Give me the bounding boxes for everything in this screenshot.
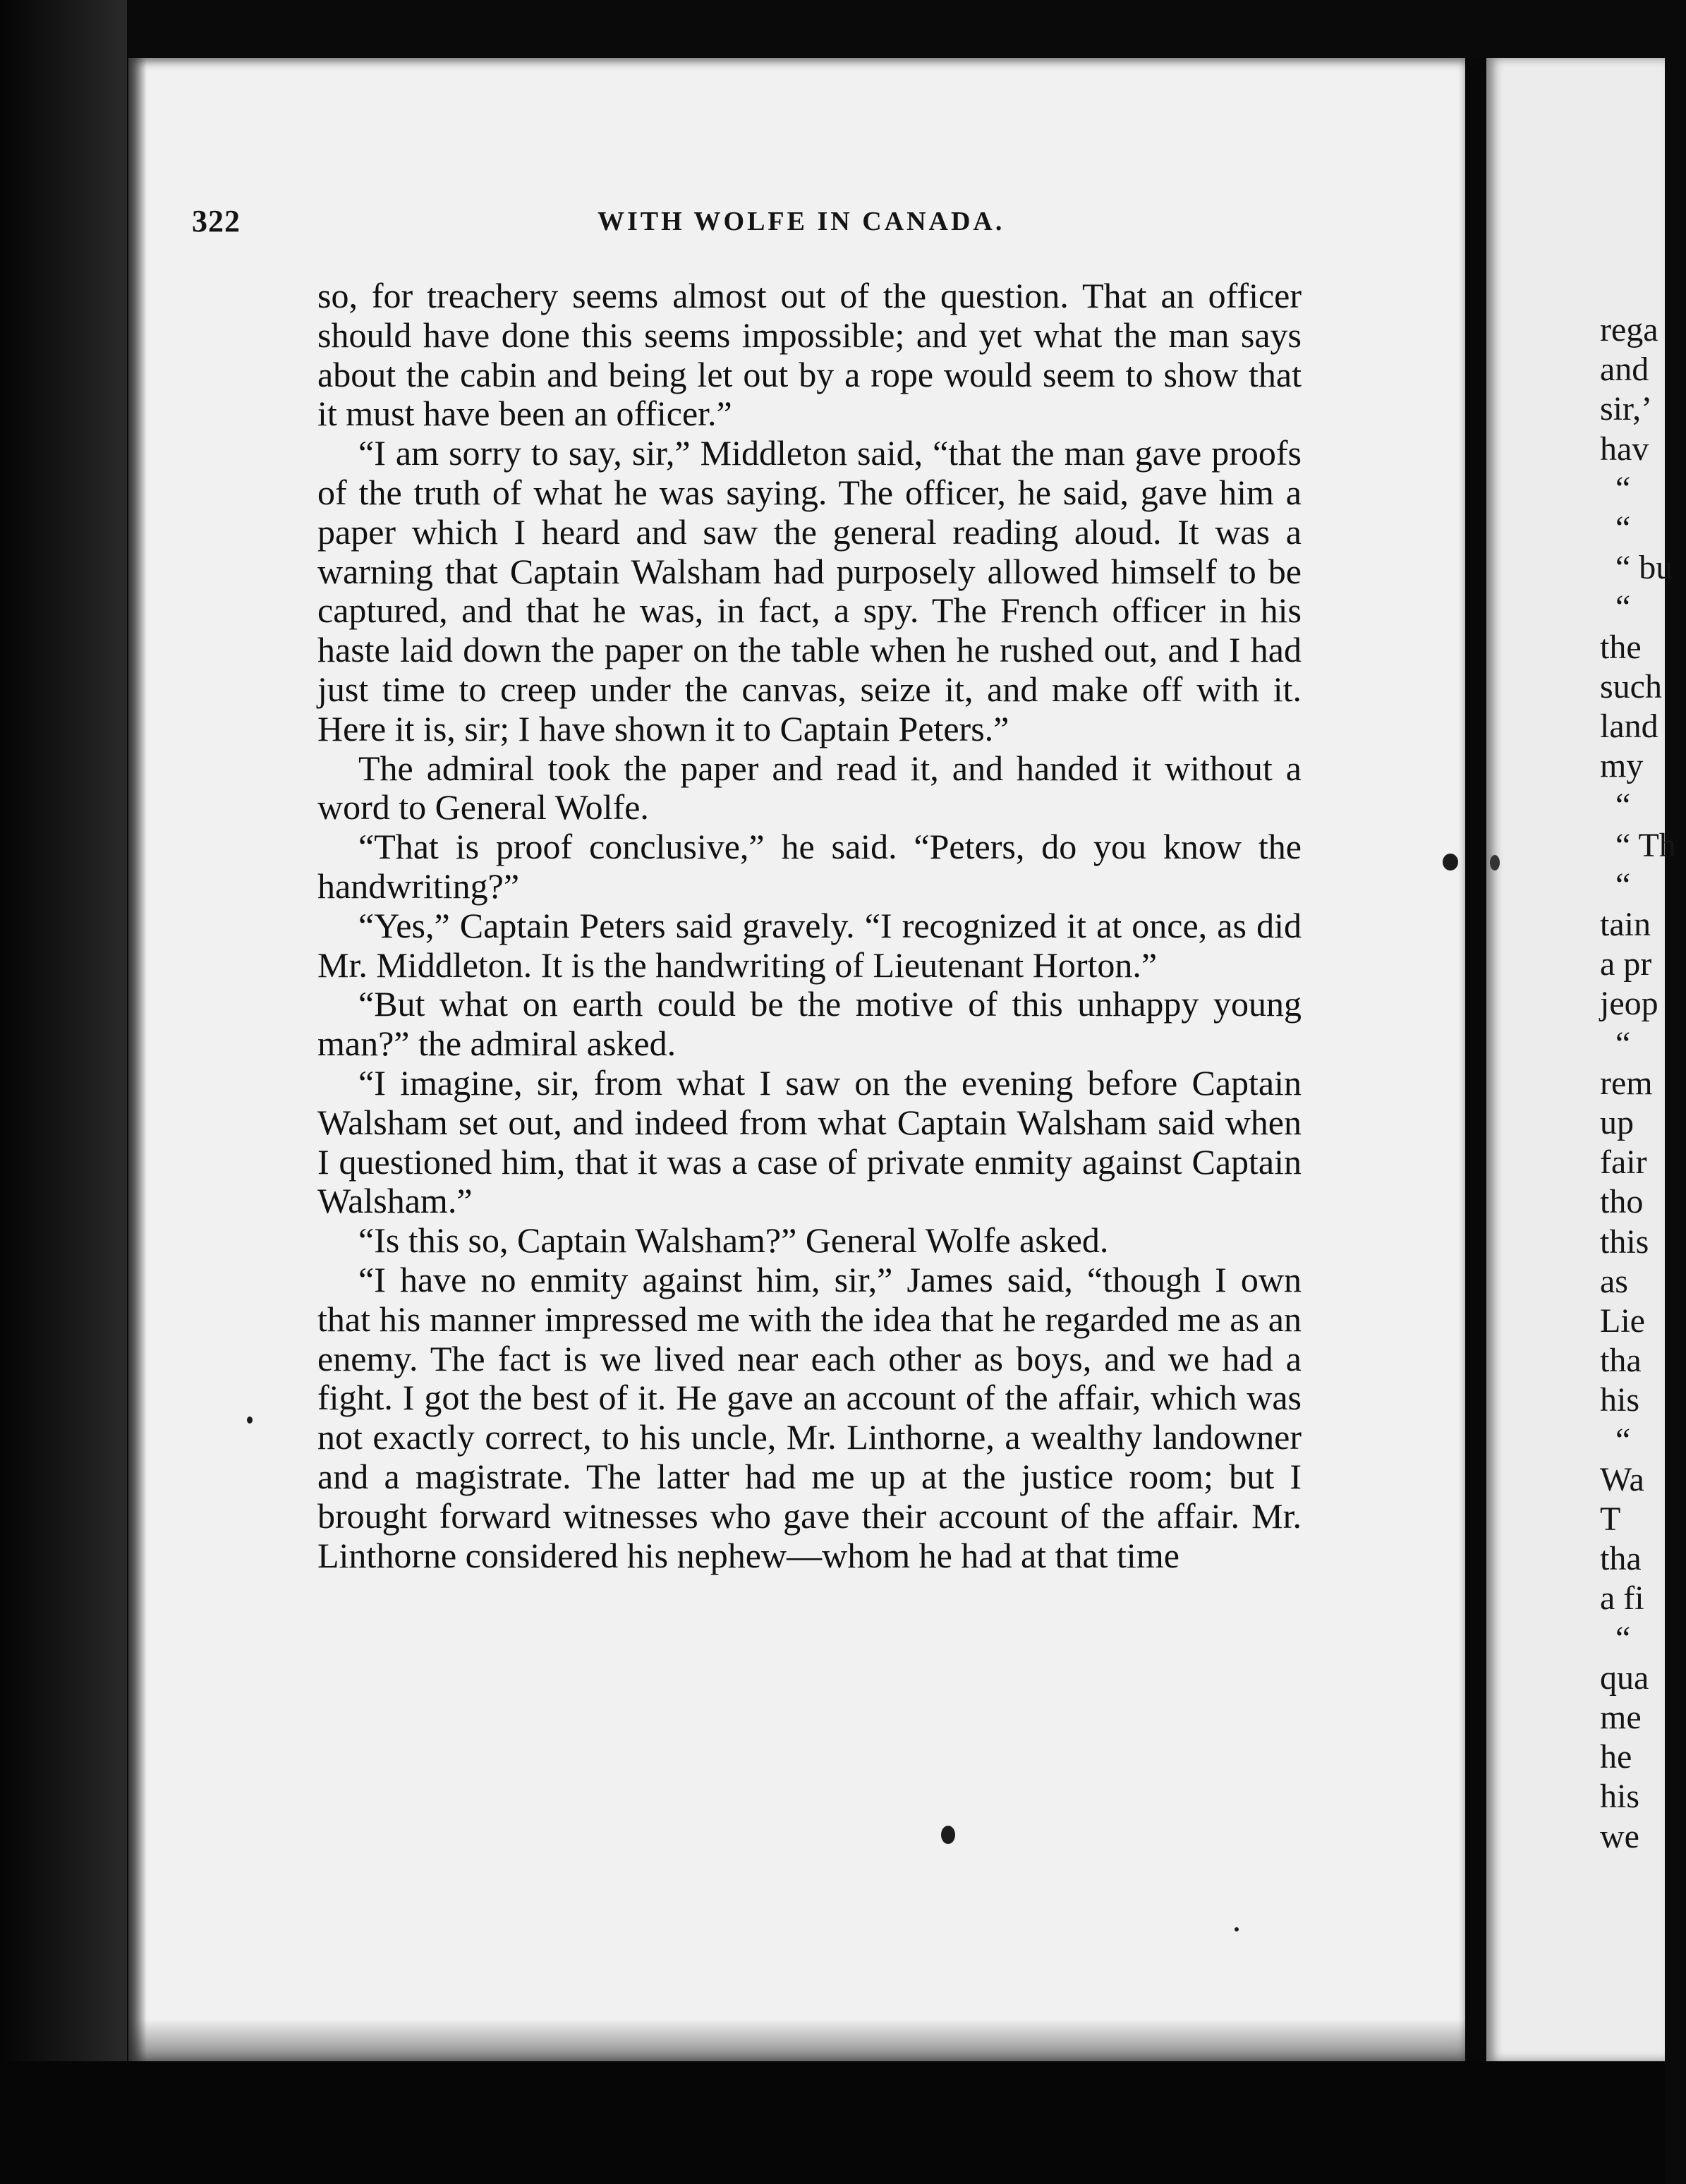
facing-page-fragment: his [1600,1778,1640,1816]
page-number: 322 [192,204,241,238]
facing-page-fragment: as [1600,1262,1628,1300]
body-paragraph: “But what on earth could be the motive of this unhappy young man?” the admiral asked. [317,984,1302,1064]
book-spine-shadow [0,0,127,2184]
facing-page-fragment: his [1600,1381,1640,1419]
ink-speck [1235,1927,1239,1931]
body-paragraph: The admiral took the paper and read it, and handed it without a word to General Wolfe. [317,748,1302,827]
facing-page-fragment: he [1600,1738,1632,1776]
facing-page-fragment: rem [1600,1064,1653,1102]
facing-page-fragment: “ [1615,866,1631,904]
body-paragraph: “That is proof conclusive,” he said. “Peters, do you know the handwriting?” [317,827,1302,906]
facing-page-fragment: hav [1600,430,1649,468]
ink-speck [941,1826,955,1844]
facing-page-fragment: such [1600,667,1662,705]
facing-page-fragment: “ [1615,1024,1631,1062]
facing-page-fragment: “ [1615,469,1631,507]
facing-page-fragment: “ Th [1615,826,1676,864]
facing-page-fragment: me [1600,1699,1642,1736]
facing-page-fragment: we [1600,1817,1639,1855]
facing-page-fragment: “ [1615,787,1631,825]
running-head [192,203,1321,253]
body-paragraph: “Yes,” Captain Peters said gravely. “I recognized it at once, as did Mr. Middleton. It is the handwriting of Lieutenant Horton.” [317,905,1302,985]
running-title: WITH WOLFE IN CANADA. [598,207,1005,236]
body-text [317,277,1302,1575]
body-paragraph: so, for treachery seems almost out of the question. That an officer should have done this seems impossible; and yet what the man says about the cabin and being let out by a rope would seem to show that it must have been an officer.” [317,276,1302,434]
body-paragraph: “I imagine, sir, from what I saw on the evening before Captain Walsham set out, and indeed from what Captain Walsham said when I questioned him, that it was a case of private enmity against Captain Walsham.” [317,1062,1302,1221]
facing-page-fragment: qua [1600,1658,1649,1697]
page-gutter [1465,58,1486,2061]
facing-page-fragment: this [1600,1223,1649,1261]
facing-page-fragment: the [1600,628,1642,666]
facing-page-fragment: tha [1600,1540,1642,1578]
scan-bottom-margin [0,2061,1665,2184]
facing-page-fragment: a fi [1600,1579,1644,1618]
facing-page-fragment: “ [1615,1421,1631,1459]
facing-page-fragment: T [1600,1500,1621,1538]
facing-page-fragment: my [1600,747,1644,785]
facing-page-fragment: “ bu [1615,549,1673,587]
ink-speck [1490,855,1500,870]
facing-page-fragment: “ [1615,1619,1631,1657]
facing-page-fragment: “ [1615,588,1631,626]
facing-page-fragment: up [1600,1104,1634,1141]
body-paragraph: “Is this so, Captain Walsham?” General Wolfe asked. [358,1220,1109,1261]
facing-page-fragment: land [1600,708,1658,745]
facing-page-fragment: tain [1600,906,1651,943]
facing-page-fragment: “ [1615,509,1631,547]
ink-speck [1443,854,1458,870]
facing-page-fragment: fair [1600,1143,1647,1182]
facing-page-fragment: tha [1600,1342,1642,1380]
facing-page-fragment: and [1600,351,1649,389]
facing-page-fragment: rega [1600,311,1658,348]
facing-page-fragment: a pr [1600,945,1652,983]
facing-page-fragment: Wa [1600,1460,1644,1498]
body-paragraph: “I am sorry to say, sir,” Middleton said, “that the man gave proofs of the truth of what he was saying. The officer, he said, gave him a paper which I heard and saw the general reading aloud. It was a warning that Captain Walsham had purposely allowed himself to be captured, and that he was, in fact, a spy. The French officer in his haste laid down the paper on the table when he rushed out, and I had just time to creep under the canvas, seize it, and make off with it. Here it is, sir; I have shown it to Captain Peters.” [317,433,1302,748]
body-paragraph: “I have no enmity against him, sir,” James said, “though I own that his manner impressed me with the idea that he regarded me as an enemy. The fact is we lived near each other as boys, and we had a fight. I got the best of it. He gave an account of the affair, which was not exactly correct, to his uncle, Mr. Linthorne, a wealthy landowner and a magistrate. The latter had me up at the justice room; but I brought forward witnesses who gave their account of the affair. Mr. Linthorne considered his nephew—whom he had at that time [317,1259,1302,1575]
facing-page-fragment: Lie [1600,1302,1645,1340]
facing-page-fragment: tho [1600,1183,1644,1221]
facing-page-fragment: sir,’ [1600,390,1653,428]
facing-page-fragment: jeop [1600,985,1658,1023]
ink-speck [247,1416,253,1424]
